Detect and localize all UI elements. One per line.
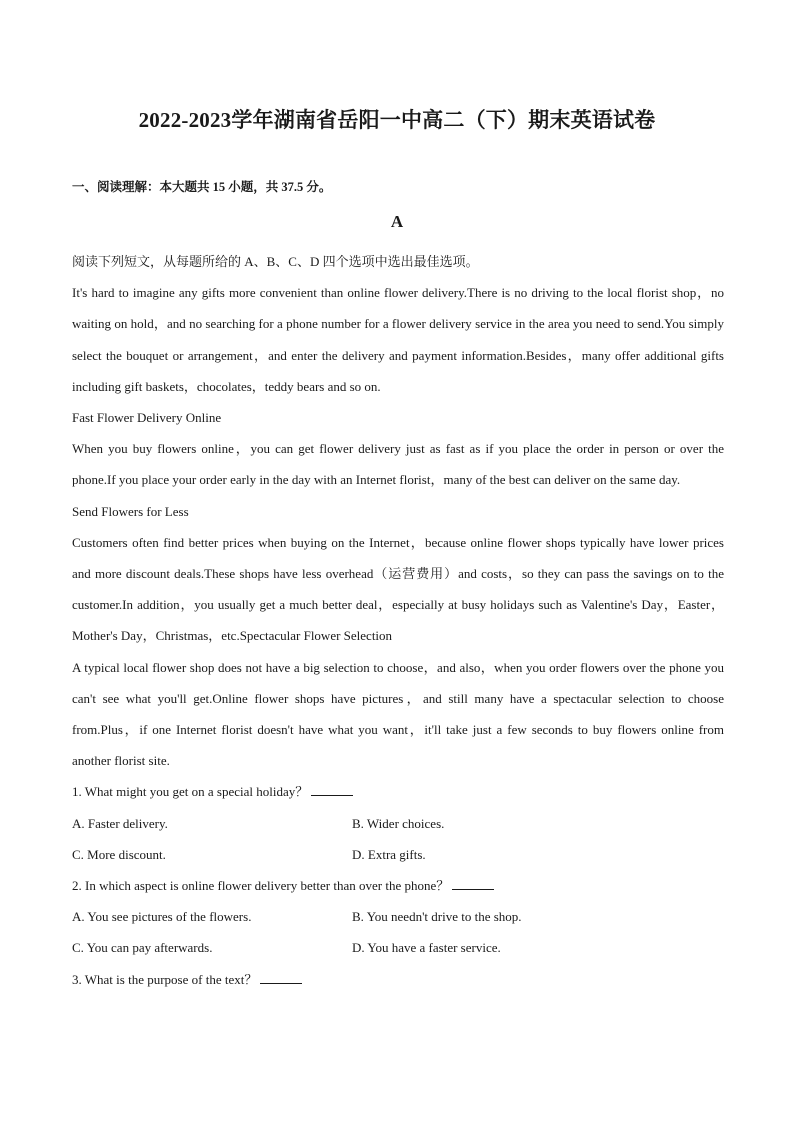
answer-blank[interactable] [311, 783, 353, 796]
subheading-send-for-less: Send Flowers for Less [72, 503, 189, 519]
passage-body [72, 246, 724, 995]
options-row [72, 901, 724, 932]
passage-label: A [390, 212, 404, 231]
option-d[interactable]: D. You have a faster service. [352, 940, 501, 956]
options-row [72, 839, 724, 870]
question-stem: 3. What is the purpose of the text？ [72, 971, 258, 987]
option-c[interactable]: C. More discount. [72, 846, 166, 862]
section-heading: 一、阅读理解：本大题共 15 小题，共 37.5 分。 [72, 180, 332, 194]
paragraph-1: It's hard to imagine any gifts more convenient than online flower delivery.There is no driving to the local florist shop，no waiting on hold，and no searching for a phone number for a flower delivery service in the area you need to send.You simply select the bouquet or arrangement，and enter the delivery and payment information.Besides，many offer additional gifts including gift baskets，chocolates，teddy bears and so on. [72, 285, 724, 394]
option-c[interactable]: C. You can pay afterwards. [72, 940, 213, 956]
option-a[interactable]: A. Faster delivery. [72, 815, 168, 831]
option-b[interactable]: B. You needn't drive to the shop. [352, 909, 522, 925]
paragraph-2: When you buy flowers online，you can get flower delivery just as fast as if you place the order in person or over the phone.If you place your order early in the day with an Internet florist，many of the best can deliver on the same day. [72, 441, 724, 488]
exam-title: 2022-2023学年湖南省岳阳一中高二（下）期末英语试卷 [138, 108, 656, 132]
question-1 [72, 776, 724, 807]
instruction-text: 阅读下列短文，从每题所给的 A、B、C、D 四个选项中选出最佳选项。 [72, 254, 479, 269]
answer-blank[interactable] [452, 877, 494, 890]
question-3 [72, 964, 724, 995]
subheading-fast-delivery: Fast Flower Delivery Online [72, 410, 222, 426]
options-row [72, 932, 724, 963]
option-a[interactable]: A. You see pictures of the flowers. [72, 909, 252, 925]
paragraph-4: A typical local flower shop does not have a big selection to choose，and also，when you order flowers over the phone you can't see what you'll get.Online flower shops have pictures，and still many have a spectacular selection to choose from.Plus，if one Internet florist doesn't have what you want，it'll take just a few seconds to buy flowers online from another florist site. [72, 659, 724, 769]
question-2 [72, 870, 724, 901]
question-stem: 2. In which aspect is online flower delivery better than over the phone？ [72, 878, 450, 894]
options-row [72, 808, 724, 839]
paragraph-3: Customers often find better prices when buying on the Internet，because online flower shops typically have lower prices and more discount deals.These shops have less overhead（运营费用）and costs，so they can pass the savings on to the customer.In addition，you usually get a much better deal，especially at busy holidays such as Valentine's Day，Easter，Mother's Day，Christmas，etc.Spectacular Flower Selection [72, 534, 724, 644]
option-b[interactable]: B. Wider choices. [352, 815, 445, 831]
option-d[interactable]: D. Extra gifts. [352, 846, 426, 862]
answer-blank[interactable] [260, 971, 302, 984]
question-stem: 1. What might you get on a special holiday？ [72, 784, 309, 800]
